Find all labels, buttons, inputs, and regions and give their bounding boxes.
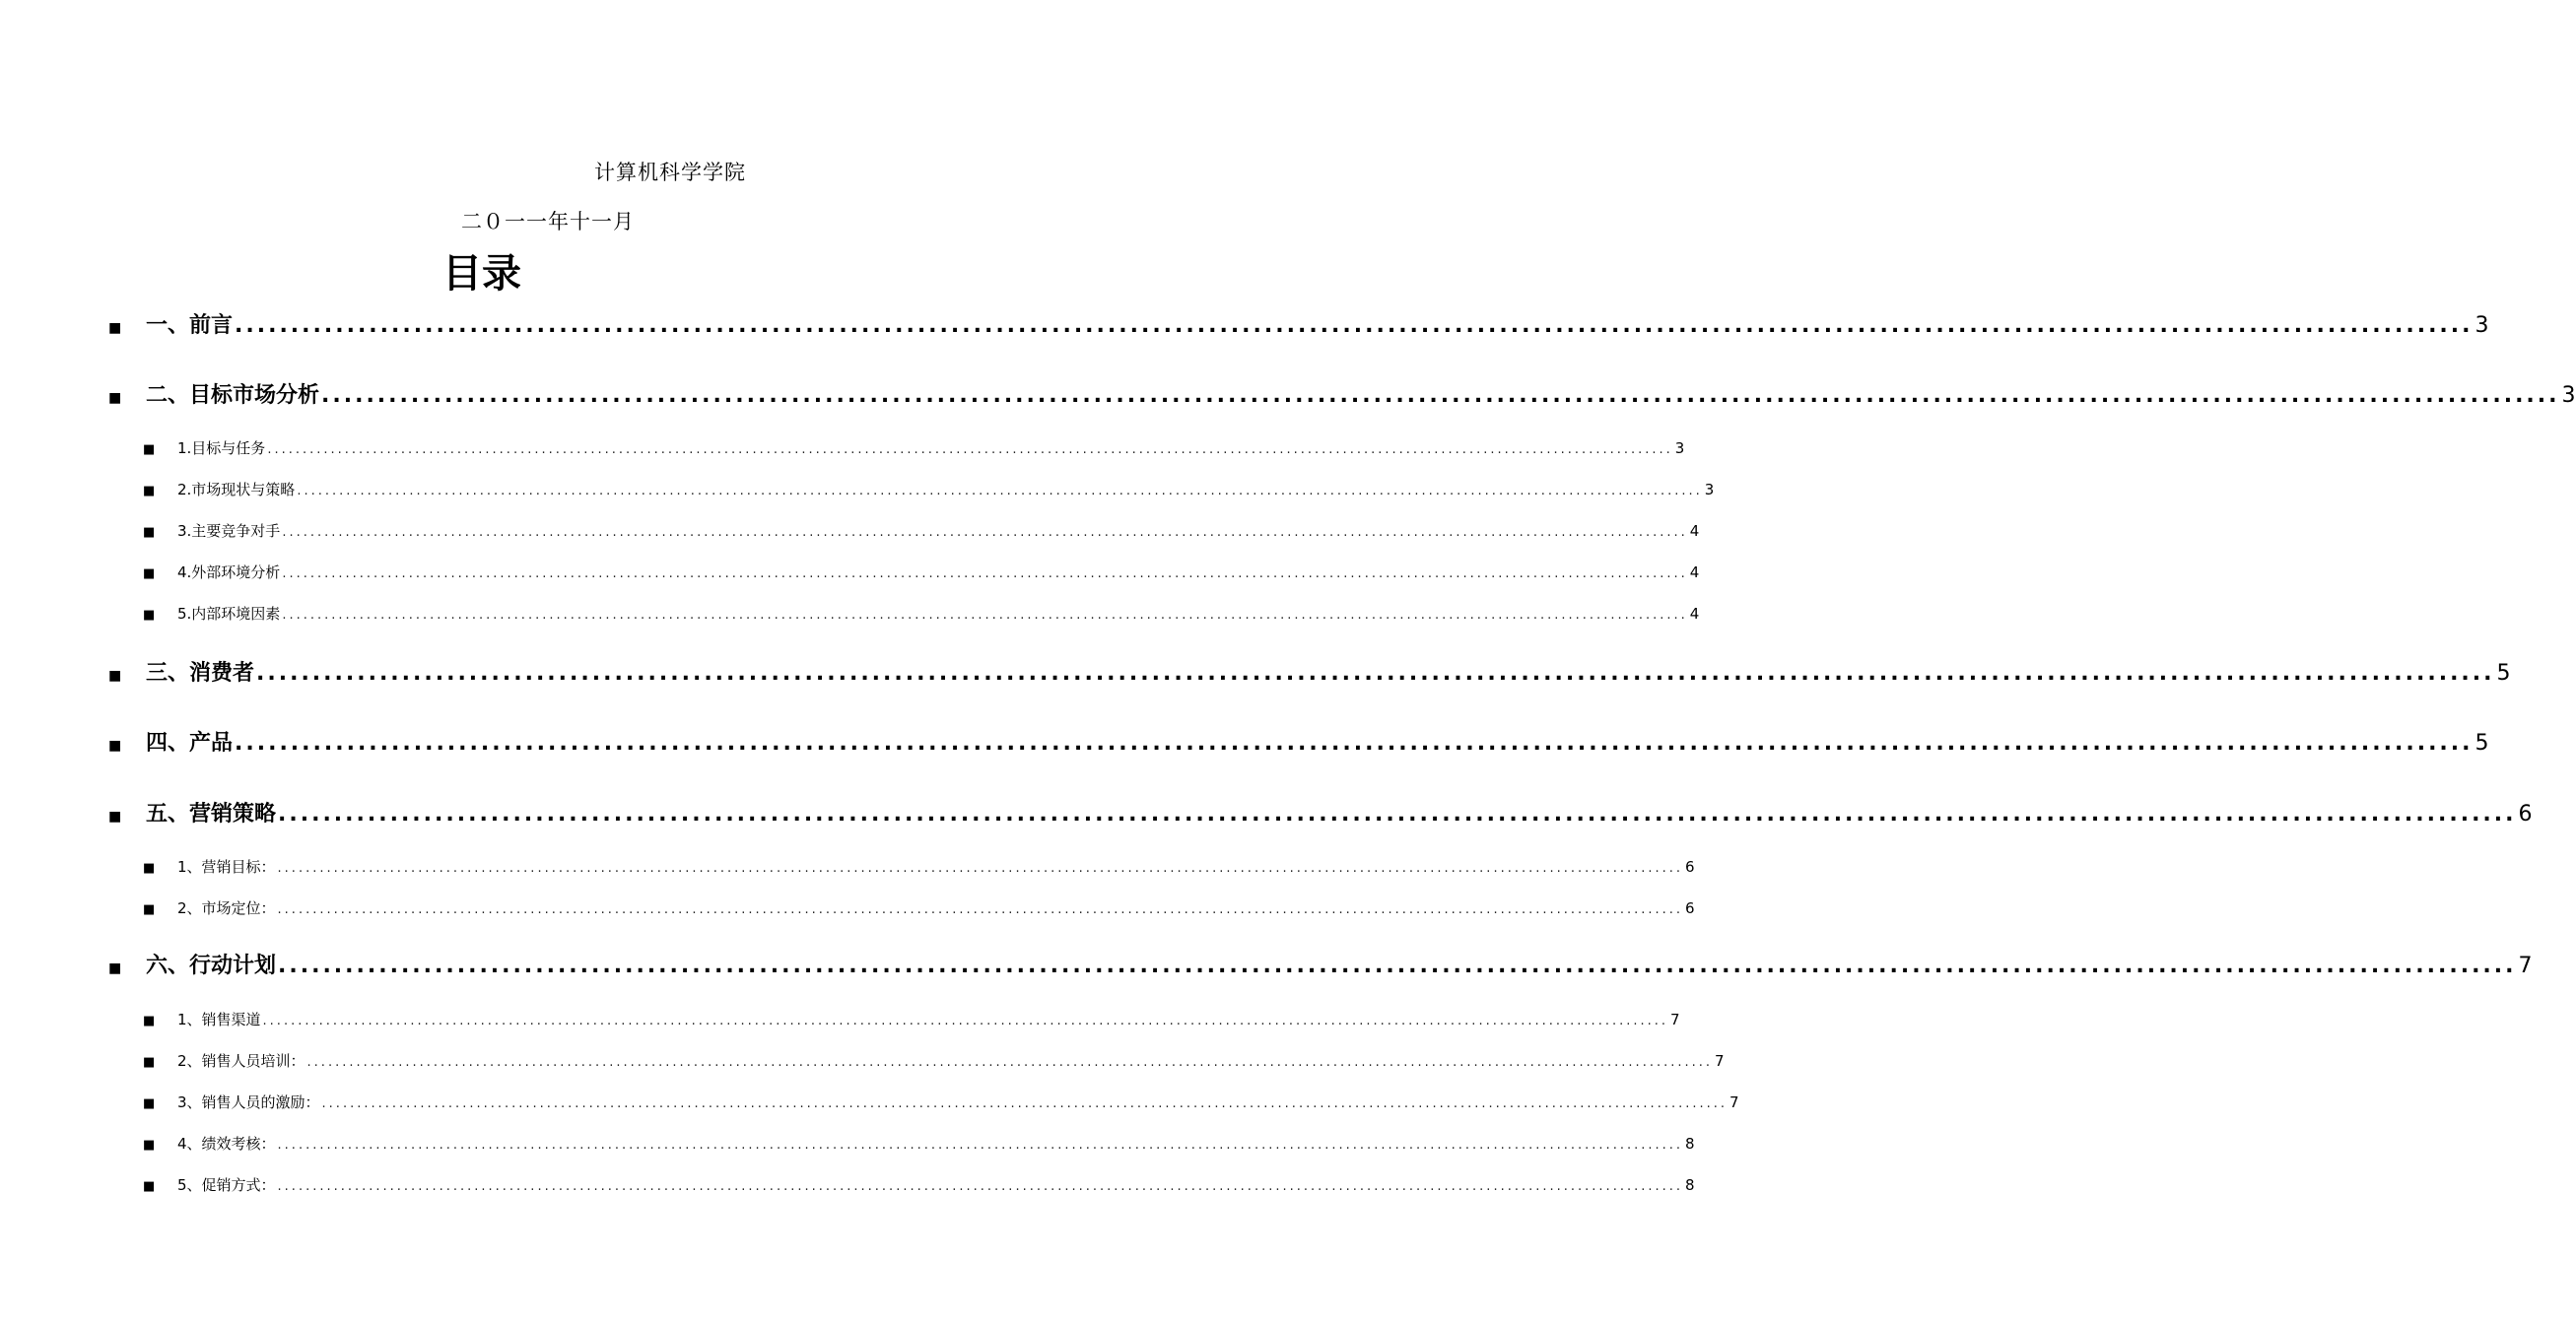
toc-entry-page: 3 [1674,439,1685,457]
dot-leader: ........................................................................................................................................................................................................ [282,608,1688,623]
toc-entry-page: 7 [1670,1011,1680,1028]
toc-entry-page: 8 [1685,1135,1695,1153]
bullet-icon: ■ [143,1179,156,1194]
toc-entry[interactable] [143,1092,1739,1113]
toc-entry-page: 5 [2474,731,2489,756]
toc-entry-label: 三、消费者 [146,661,255,686]
dot-leader: ........................................................................................................................................................................................................ [278,802,2517,827]
toc-entry[interactable] [143,897,1695,919]
toc-entry-label: 4.外部环境分析 [177,563,281,581]
bullet-icon: ■ [143,566,156,581]
toc-entry-page: 6 [2518,802,2533,827]
bullet-icon: ■ [143,1138,156,1153]
toc-entry-label: 二、目标市场分析 [146,383,320,408]
toc-entry[interactable] [143,1174,1695,1196]
toc-entry-label: 2、销售人员培训： [177,1052,305,1070]
dot-leader: ........................................................................................................................................................................................................ [321,383,2560,408]
toc-entry-label: 3.主要竞争对手 [177,522,281,540]
toc-entry-label: 5.内部环境因素 [177,605,281,623]
toc-entry[interactable] [143,479,1715,500]
toc-entry[interactable] [143,520,1700,542]
toc-entry-label: 1.目标与任务 [177,439,266,457]
document-date: 二０一一年十一月 [461,210,635,233]
dot-leader: ........................................................................................................................................................................................................ [282,525,1688,540]
toc-entry-label: 2.市场现状与策略 [177,481,296,498]
dot-leader: ........................................................................................................................................................................................................ [267,442,1673,457]
dot-leader: ........................................................................................................................................................................................................ [256,661,2495,686]
toc-entry-page: 7 [2518,954,2533,978]
toc-entry[interactable] [108,726,2489,756]
toc-entry-page: 3 [1704,481,1715,498]
bullet-icon: ■ [108,390,122,406]
toc-entry-page: 3 [2561,383,2576,408]
toc-entry-page: 7 [1729,1093,1739,1111]
toc-entry-page: 3 [2474,313,2489,338]
toc-entry-page: 4 [1689,605,1700,623]
toc-entry[interactable] [108,797,2533,827]
toc-entry-label: 1、销售渠道 [177,1011,261,1028]
bullet-icon: ■ [108,738,122,754]
toc-entry[interactable] [143,1050,1725,1072]
dot-leader: ........................................................................................................................................................................................................ [277,861,1684,876]
bullet-icon: ■ [143,525,156,540]
dot-leader: ........................................................................................................................................................................................................ [277,1179,1684,1194]
toc-entry-label: 1、营销目标： [177,858,276,876]
dot-leader: ........................................................................................................................................................................................................ [321,1096,1729,1111]
dot-leader: ........................................................................................................................................................................................................ [277,902,1684,917]
toc-entry[interactable] [143,1133,1695,1155]
bullet-icon: ■ [143,1055,156,1070]
toc-entry-label: 4、绩效考核： [177,1135,276,1153]
bullet-icon: ■ [108,960,122,976]
bullet-icon: ■ [143,902,156,917]
bullet-icon: ■ [108,320,122,336]
toc-entry-label: 2、市场定位： [177,899,276,917]
toc-entry-label: 六、行动计划 [146,954,277,978]
toc-entry-page: 4 [1689,563,1700,581]
bullet-icon: ■ [108,809,122,825]
toc-entry[interactable] [108,656,2511,686]
toc-entry-page: 4 [1689,522,1700,540]
dot-leader: ........................................................................................................................................................................................................ [235,731,2474,756]
dot-leader: ........................................................................................................................................................................................................ [262,1014,1669,1028]
toc-entry-label: 五、营销策略 [146,802,277,827]
toc-entry[interactable] [143,856,1695,878]
dot-leader: ........................................................................................................................................................................................................ [235,313,2474,338]
bullet-icon: ■ [143,1014,156,1028]
dot-leader: ........................................................................................................................................................................................................ [278,954,2517,978]
toc-entry-page: 5 [2496,661,2511,686]
bullet-icon: ■ [143,608,156,623]
toc-entry[interactable] [143,437,1685,459]
toc-entry[interactable] [143,603,1700,625]
dot-leader: ........................................................................................................................................................................................................ [306,1055,1714,1070]
dot-leader: ........................................................................................................................................................................................................ [277,1138,1684,1153]
toc-entry[interactable] [143,562,1700,583]
dot-leader: ........................................................................................................................................................................................................ [282,566,1688,581]
bullet-icon: ■ [143,484,156,498]
toc-entry-label: 3、销售人员的激励： [177,1093,320,1111]
toc-entry[interactable] [143,1009,1680,1030]
toc-entry-page: 7 [1715,1052,1725,1070]
toc-entry[interactable] [108,308,2489,338]
institution-name: 计算机科学学院 [594,161,746,184]
toc-entry-label: 5、促销方式： [177,1176,276,1194]
bullet-icon: ■ [108,668,122,684]
bullet-icon: ■ [143,861,156,876]
toc-entry-page: 6 [1685,899,1695,917]
toc-entry[interactable] [108,378,2576,408]
bullet-icon: ■ [143,1096,156,1111]
toc-title: 目录 [442,251,521,297]
toc-entry-label: 一、前言 [146,313,234,338]
dot-leader: ........................................................................................................................................................................................................ [297,484,1703,498]
toc-entry-page: 6 [1685,858,1695,876]
toc-entry-page: 8 [1685,1176,1695,1194]
toc-entry[interactable] [108,949,2533,978]
bullet-icon: ■ [143,442,156,457]
toc-entry-label: 四、产品 [146,731,234,756]
